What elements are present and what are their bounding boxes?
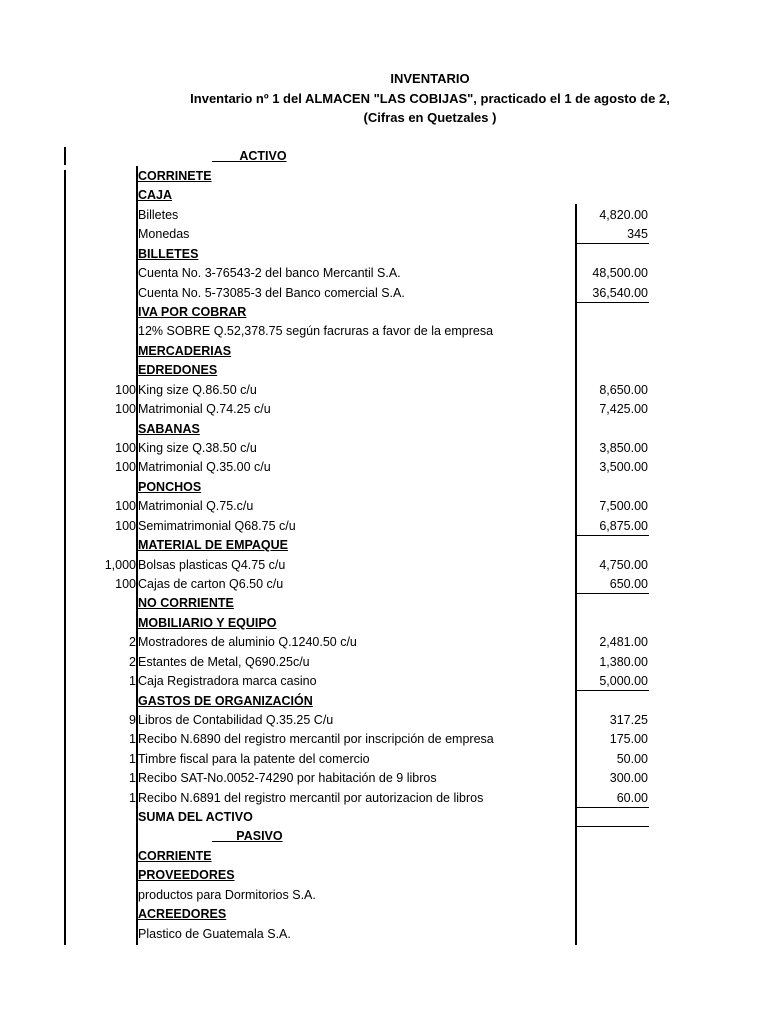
table-row [0, 458, 768, 477]
description-cell: Cuenta No. 5-73085-3 del Banco comercial S.A. [138, 285, 405, 300]
table-row [0, 361, 768, 380]
amount-cell: 6,875.00 [599, 518, 648, 533]
amount-cell: 5,000.00 [599, 674, 648, 689]
table-row [0, 322, 768, 341]
amount-cell: 4,820.00 [599, 207, 648, 222]
description-cell: Plastico de Guatemala S.A. [138, 926, 291, 941]
amount-cell: 300.00 [609, 771, 648, 786]
amount-cell: 7,425.00 [599, 402, 648, 417]
table-row [0, 284, 768, 303]
section-label: MOBILIARIO Y EQUIPO [138, 615, 277, 630]
table-row [0, 381, 768, 400]
section-label: IVA POR COBRAR [138, 305, 247, 319]
quantity-cell: 1 [129, 751, 136, 766]
description-cell: Estantes de Metal, Q690.25c/u [138, 654, 310, 669]
amount-cell: 8,650.00 [599, 382, 648, 397]
table-row [0, 400, 768, 419]
description-cell: Libros de Contabilidad Q.35.25 C/u [138, 713, 334, 728]
table-row [0, 925, 768, 944]
table-row [0, 828, 768, 847]
quantity-cell: 1 [129, 674, 136, 689]
table-row [0, 303, 768, 322]
description-cell: Matrimonial Q.35.00 c/u [138, 460, 271, 475]
section-label: ACREEDORES [138, 907, 227, 922]
quantity-cell: 100 [115, 402, 136, 417]
description-cell: Timbre fiscal para la patente del comercio [138, 751, 370, 766]
left-margin-line [64, 147, 66, 165]
description-cell: productos para Dormitorios S.A. [138, 887, 316, 902]
section-label: MERCADERIAS [138, 343, 232, 358]
table-row [0, 497, 768, 516]
table-row [0, 342, 768, 361]
amount-cell: 48,500.00 [592, 266, 648, 281]
section-label: MATERIAL DE EMPAQUE [138, 538, 289, 553]
quantity-cell: 100 [115, 460, 136, 475]
description-cell: Monedas [138, 227, 190, 242]
section-label: CORRIENTE [138, 849, 212, 864]
description-cell: Matrimonial Q.74.25 c/u [138, 402, 271, 417]
section-label: EDREDONES [138, 363, 218, 378]
quantity-cell: 1 [129, 732, 136, 747]
table-row [0, 478, 768, 497]
section-label: BILLETES [138, 246, 199, 261]
section-label: CORRINETE [138, 169, 212, 183]
table-row [0, 808, 768, 827]
table-row [0, 536, 768, 555]
table-row [0, 186, 768, 205]
document-subtitle: Inventario nº 1 del ALMACEN "LAS COBIJAS", practicado el 1 de agosto de 2, [190, 91, 670, 106]
description-cell: King size Q.38.50 c/u [138, 441, 257, 456]
quantity-cell: 100 [115, 577, 136, 592]
description-cell: Recibo N.6891 del registro mercantil por autorizacion de libros [138, 790, 484, 805]
description-cell: Cuenta No. 3-76543-2 del banco Mercantil S.A. [138, 266, 401, 281]
quantity-cell: 100 [115, 382, 136, 397]
table-row [0, 672, 768, 691]
description-cell: Mostradores de aluminio Q.1240.50 c/u [138, 635, 357, 650]
section-pasivo: PASIVO [212, 829, 283, 843]
document-title: INVENTARIO [390, 71, 470, 86]
quantity-cell: 100 [115, 499, 136, 514]
description-cell: Recibo SAT-No.0052-74290 por habitación de 9 libros [138, 771, 437, 786]
section-label: CAJA [138, 188, 173, 203]
description-cell: Caja Registradora marca casino [138, 674, 317, 689]
amount-cell: 50.00 [616, 751, 648, 766]
table-row [0, 556, 768, 575]
table-row [0, 692, 768, 711]
quantity-cell: 100 [115, 441, 136, 456]
table-row [0, 886, 768, 905]
amount-cell: 317.25 [609, 713, 648, 728]
table-row [0, 633, 768, 652]
table-row [0, 594, 768, 613]
quantity-cell: 2 [129, 635, 136, 650]
amount-cell: 1,380.00 [599, 654, 648, 669]
section-label: SUMA DEL ACTIVO [138, 810, 253, 825]
document-note: (Cifras en Quetzales ) [363, 110, 497, 125]
table-row [0, 517, 768, 536]
description-cell: Recibo N.6890 del registro mercantil por inscripción de empresa [138, 732, 494, 747]
table-row [0, 225, 768, 244]
table-row [0, 264, 768, 283]
amount-cell: 650.00 [609, 577, 648, 592]
description-cell: Cajas de carton Q6.50 c/u [138, 577, 284, 592]
description-cell: Billetes [138, 207, 179, 222]
table-row [0, 847, 768, 866]
amount-cell: 60.00 [616, 790, 648, 805]
quantity-cell: 1 [129, 790, 136, 805]
table-row [0, 245, 768, 264]
amount-cell: 175.00 [609, 732, 648, 747]
amount-cell: 3,500.00 [599, 460, 648, 475]
section-label: PROVEEDORES [138, 868, 235, 883]
section-label: GASTOS DE ORGANIZACIÓN [138, 693, 313, 708]
description-cell: Bolsas plasticas Q4.75 c/u [138, 557, 286, 572]
table-row [0, 206, 768, 225]
amount-cell: 3,850.00 [599, 441, 648, 456]
amount-cell: 7,500.00 [599, 499, 648, 514]
description-cell: 12% SOBRE Q.52,378.75 según facruras a favor de la empresa [138, 324, 494, 339]
table-row [0, 614, 768, 633]
table-row [0, 420, 768, 439]
section-label: PONCHOS [138, 479, 202, 494]
quantity-cell: 100 [115, 518, 136, 533]
description-cell: King size Q.86.50 c/u [138, 382, 257, 397]
table-row [0, 730, 768, 749]
table-row [0, 575, 768, 594]
table-row [0, 653, 768, 672]
table-row [0, 167, 768, 186]
amount-cell: 36,540.00 [592, 285, 648, 300]
table-row [0, 905, 768, 924]
amount-cell: 4,750.00 [599, 557, 648, 572]
description-cell: Semimatrimonial Q68.75 c/u [138, 518, 296, 533]
quantity-cell: 2 [129, 654, 136, 669]
table-row [0, 789, 768, 808]
amount-cell: 2,481.00 [599, 635, 648, 650]
table-row [0, 769, 768, 788]
amount-cell: 345 [627, 227, 648, 242]
table-row [0, 711, 768, 730]
section-label: NO CORRIENTE [138, 596, 234, 611]
section-label: SABANAS [138, 421, 200, 436]
table-row [0, 866, 768, 885]
quantity-cell: 1 [129, 771, 136, 786]
table-row [0, 750, 768, 769]
quantity-cell: 9 [129, 713, 136, 728]
section-activo: ACTIVO [212, 149, 287, 163]
quantity-cell: 1,000 [104, 557, 136, 572]
description-cell: Matrimonial Q.75.c/u [138, 499, 254, 514]
table-row [0, 439, 768, 458]
